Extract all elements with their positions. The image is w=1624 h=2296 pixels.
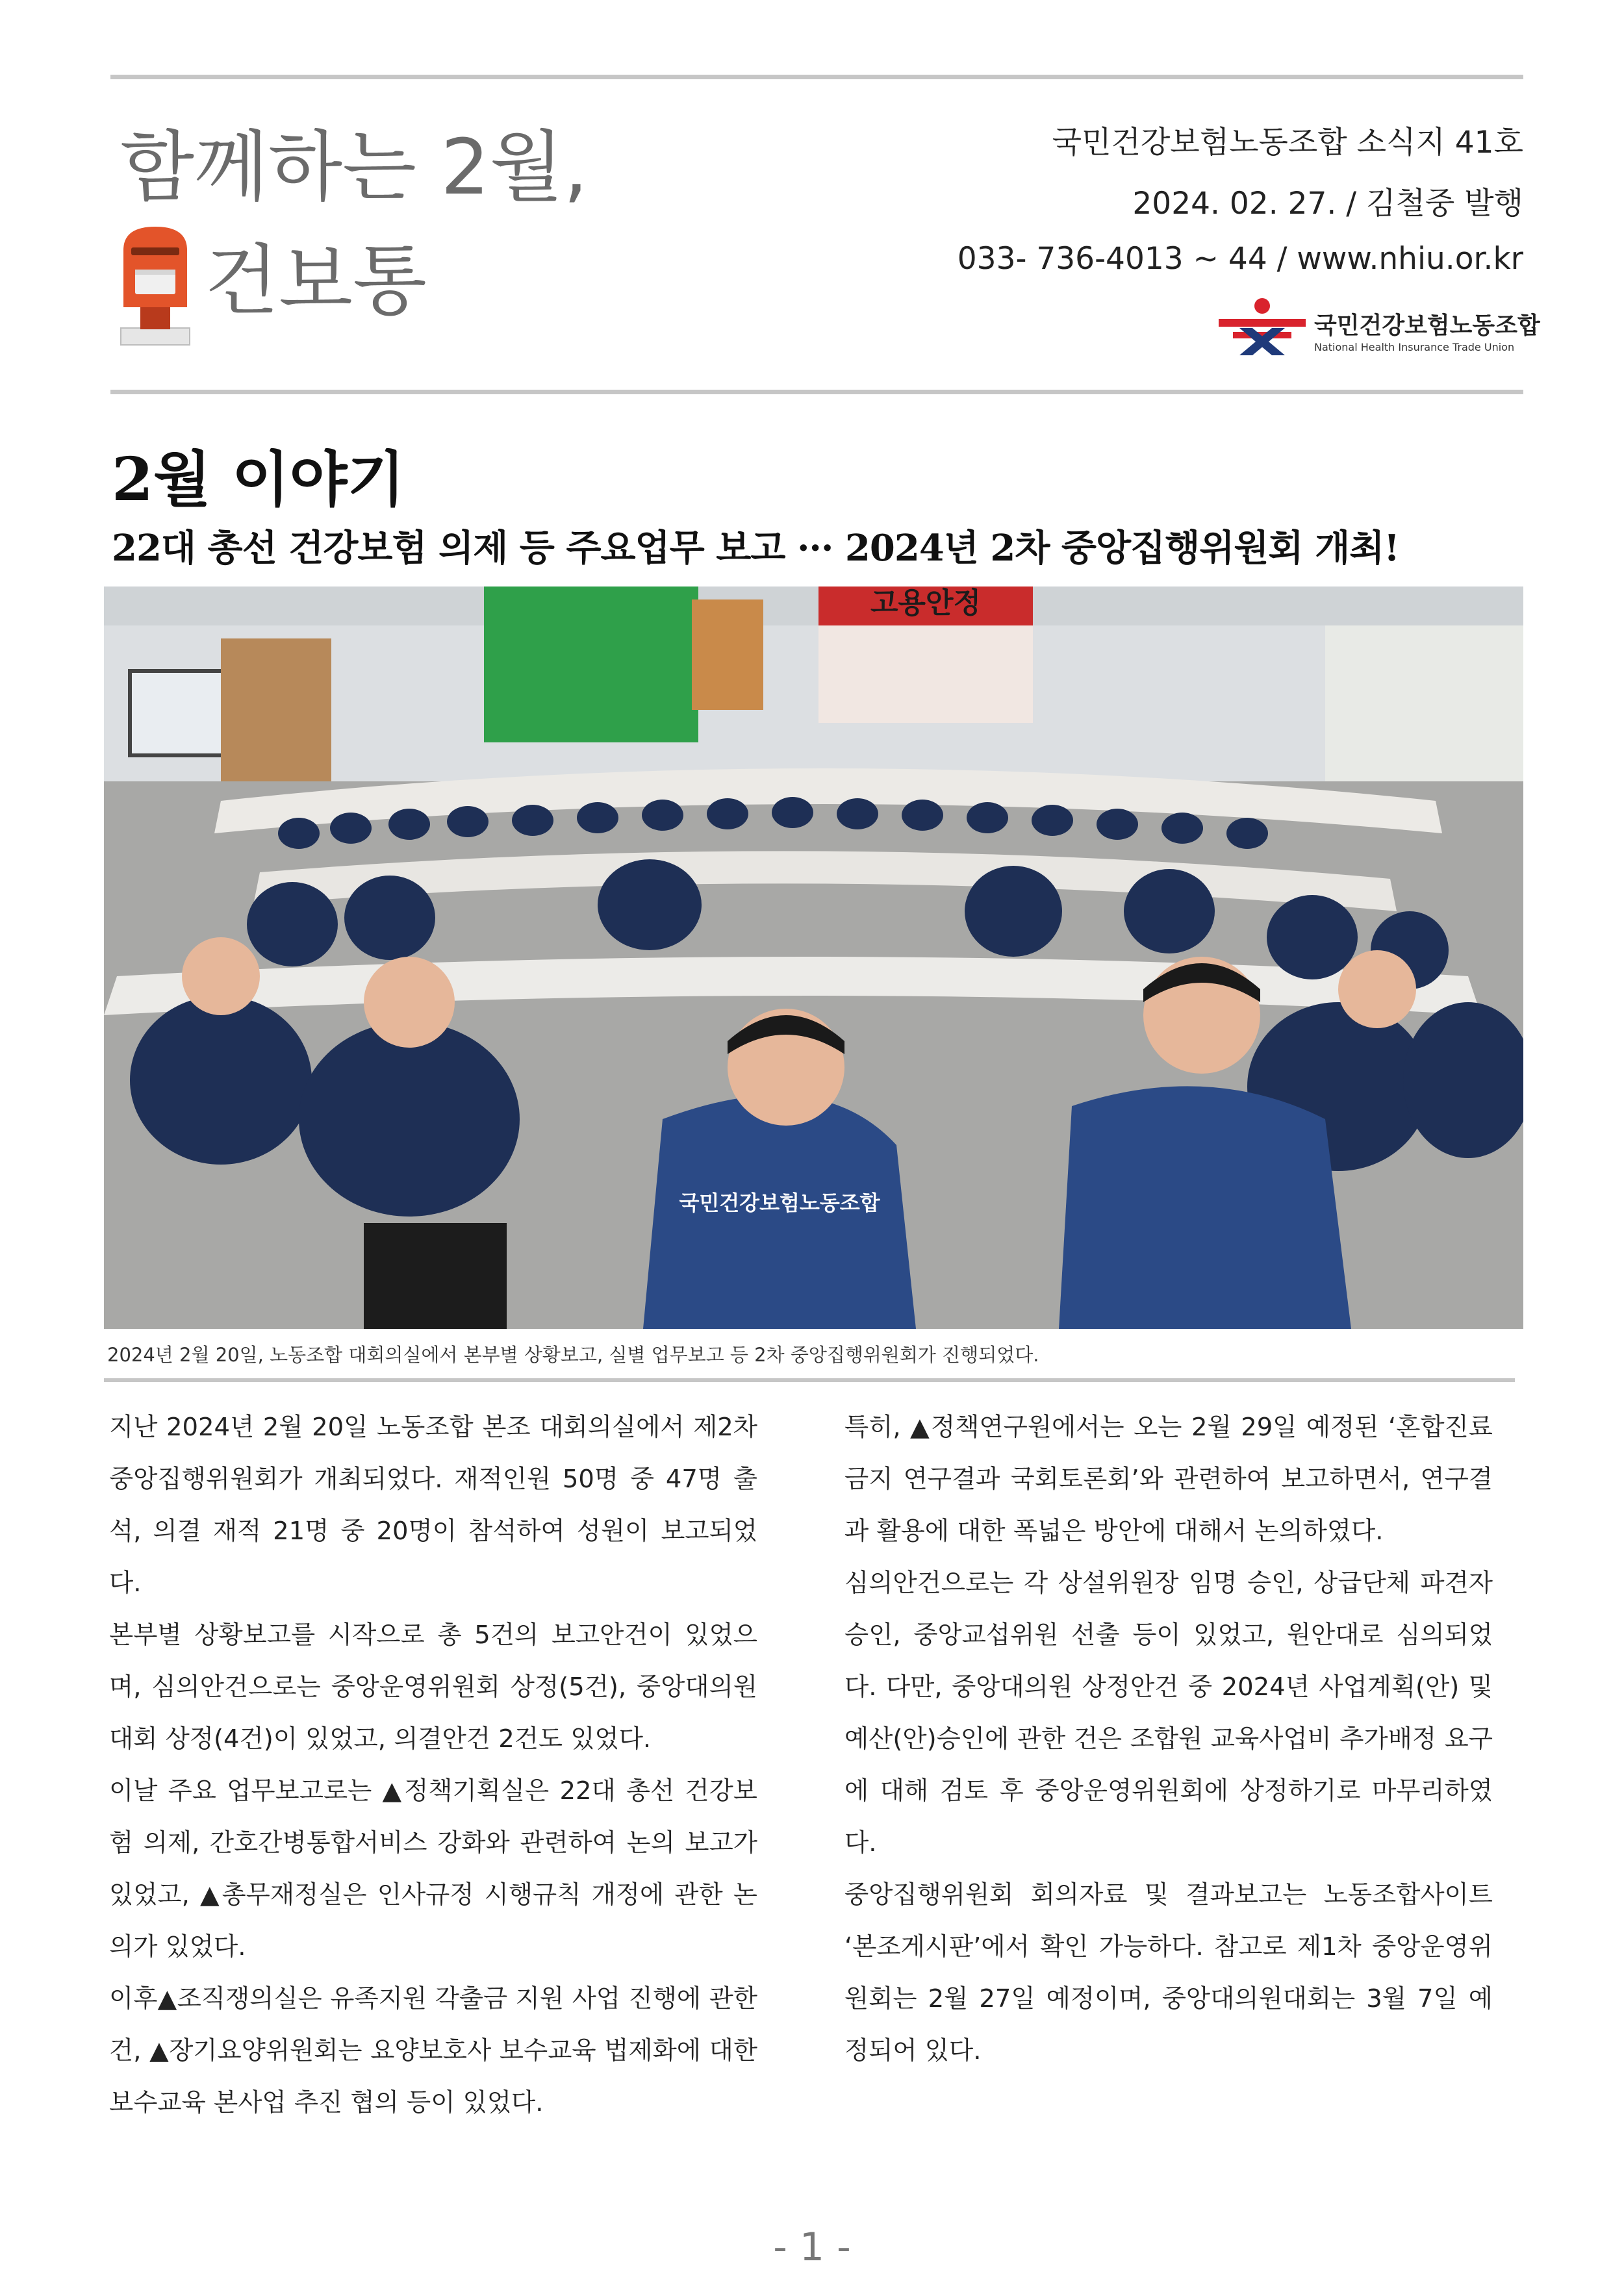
postbox-icon [116, 224, 195, 347]
publish-date: 2024. 02. 27. / 김철중 발행 [1132, 186, 1523, 221]
logo-text-korean: 국민건강보험노동조합 [1314, 312, 1540, 339]
newsletter-title-line2: 건보통 [205, 236, 427, 325]
paragraph: 중앙집행위원회 회의자료 및 결과보고는 노동조합사이트 ‘본조게시판’에서 확인 가능하다. 참고로 제1차 중앙운영위원회는 2월 27일 예정이며, 중앙대의원대회는 3월 7일 예정되어 있다. [844, 1880, 1493, 2065]
union-logo-icon [1213, 296, 1311, 360]
union-logo [1213, 296, 1540, 360]
newsletter-title-line1: 함께하는 2월, [120, 122, 589, 212]
caption-rule [104, 1378, 1515, 1382]
paragraph: 이날 주요 업무보고로는 ▲정책기획실은 22대 총선 건강보험 의제, 간호간병통합서비스 강화와 관련하여 논의 보고가 있었고, ▲총무재정실은 인사규정 시행규칙 개정에 관한 논의가 있었다. [109, 1776, 757, 1962]
article-headline: 22대 총선 건강보험 의제 등 주요업무 보고 ··· 2024년 2차 중앙집행위원회 개최! [112, 527, 1399, 570]
meeting-photo [104, 587, 1523, 1329]
paragraph: 지난 2024년 2월 20일 노동조합 본조 대회의실에서 제2차 중앙집행위원회가 개최되었다. 재적인원 50명 중 47명 출석, 의결 재적 21명 중 20명이 참석하여 성원이 보고되었다. [109, 1413, 757, 1598]
paragraph: 심의안건으로는 각 상설위원장 임명 승인, 상급단체 파견자 승인, 중앙교섭위원 선출 등이 있었고, 원안대로 심의되었다. 다만, 중앙대의원 상정안건 중 2024년 사업계획(안) 및 예산(안)승인에 관한 건은 조합원 교육사업비 추가배정 요구에 대해 검토 후 중앙운영위원회에 상정하기로 마무리하였다. [844, 1569, 1493, 1858]
paragraph: 이후▲조직쟁의실은 유족지원 각출금 지원 사업 진행에 관한 건, ▲장기요양위원회는 요양보호사 보수교육 법제화에 대한 보수교육 본사업 추진 협의 등이 있었다. [109, 1984, 757, 2117]
header-bottom-rule [110, 390, 1523, 394]
paragraph: 본부별 상황보고를 시작으로 총 5건의 보고안건이 있었으며, 심의안건으로는 중앙운영위원회 상정(5건), 중앙대의원대회 상정(4건)이 있었고, 의결안건 2건도 있었다. [109, 1621, 757, 1754]
section-title: 2월 이야기 [112, 444, 405, 514]
meeting-photo-illustration [104, 587, 1523, 1329]
article-column-left [109, 1402, 757, 2129]
article-column-right [844, 1402, 1493, 2077]
issue-number: 국민건강보험노동조합 소식지 41호 [1052, 125, 1523, 160]
page-number: - 1 - [773, 2225, 851, 2270]
paragraph: 특히, ▲정책연구원에서는 오는 2월 29일 예정된 ‘혼합진료금지 연구결과 국회토론회’와 관련하여 보고하면서, 연구결과 활용에 대한 폭넓은 방안에 대해서 논의하였다. [844, 1413, 1493, 1546]
photo-vest-text: 국민건강보험노동조합 [679, 1191, 880, 1215]
top-rule [110, 75, 1523, 79]
contact-info: 033- 736-4013 ~ 44 / www.nhiu.or.kr [957, 241, 1523, 277]
logo-text-english: National Health Insurance Trade Union [1314, 341, 1515, 353]
photo-banner-text: 고용안정 [870, 587, 982, 620]
photo-caption: 2024년 2월 20일, 노동조합 대회의실에서 본부별 상황보고, 실별 업무보고 등 2차 중앙집행위원회가 진행되었다. [107, 1344, 1039, 1366]
